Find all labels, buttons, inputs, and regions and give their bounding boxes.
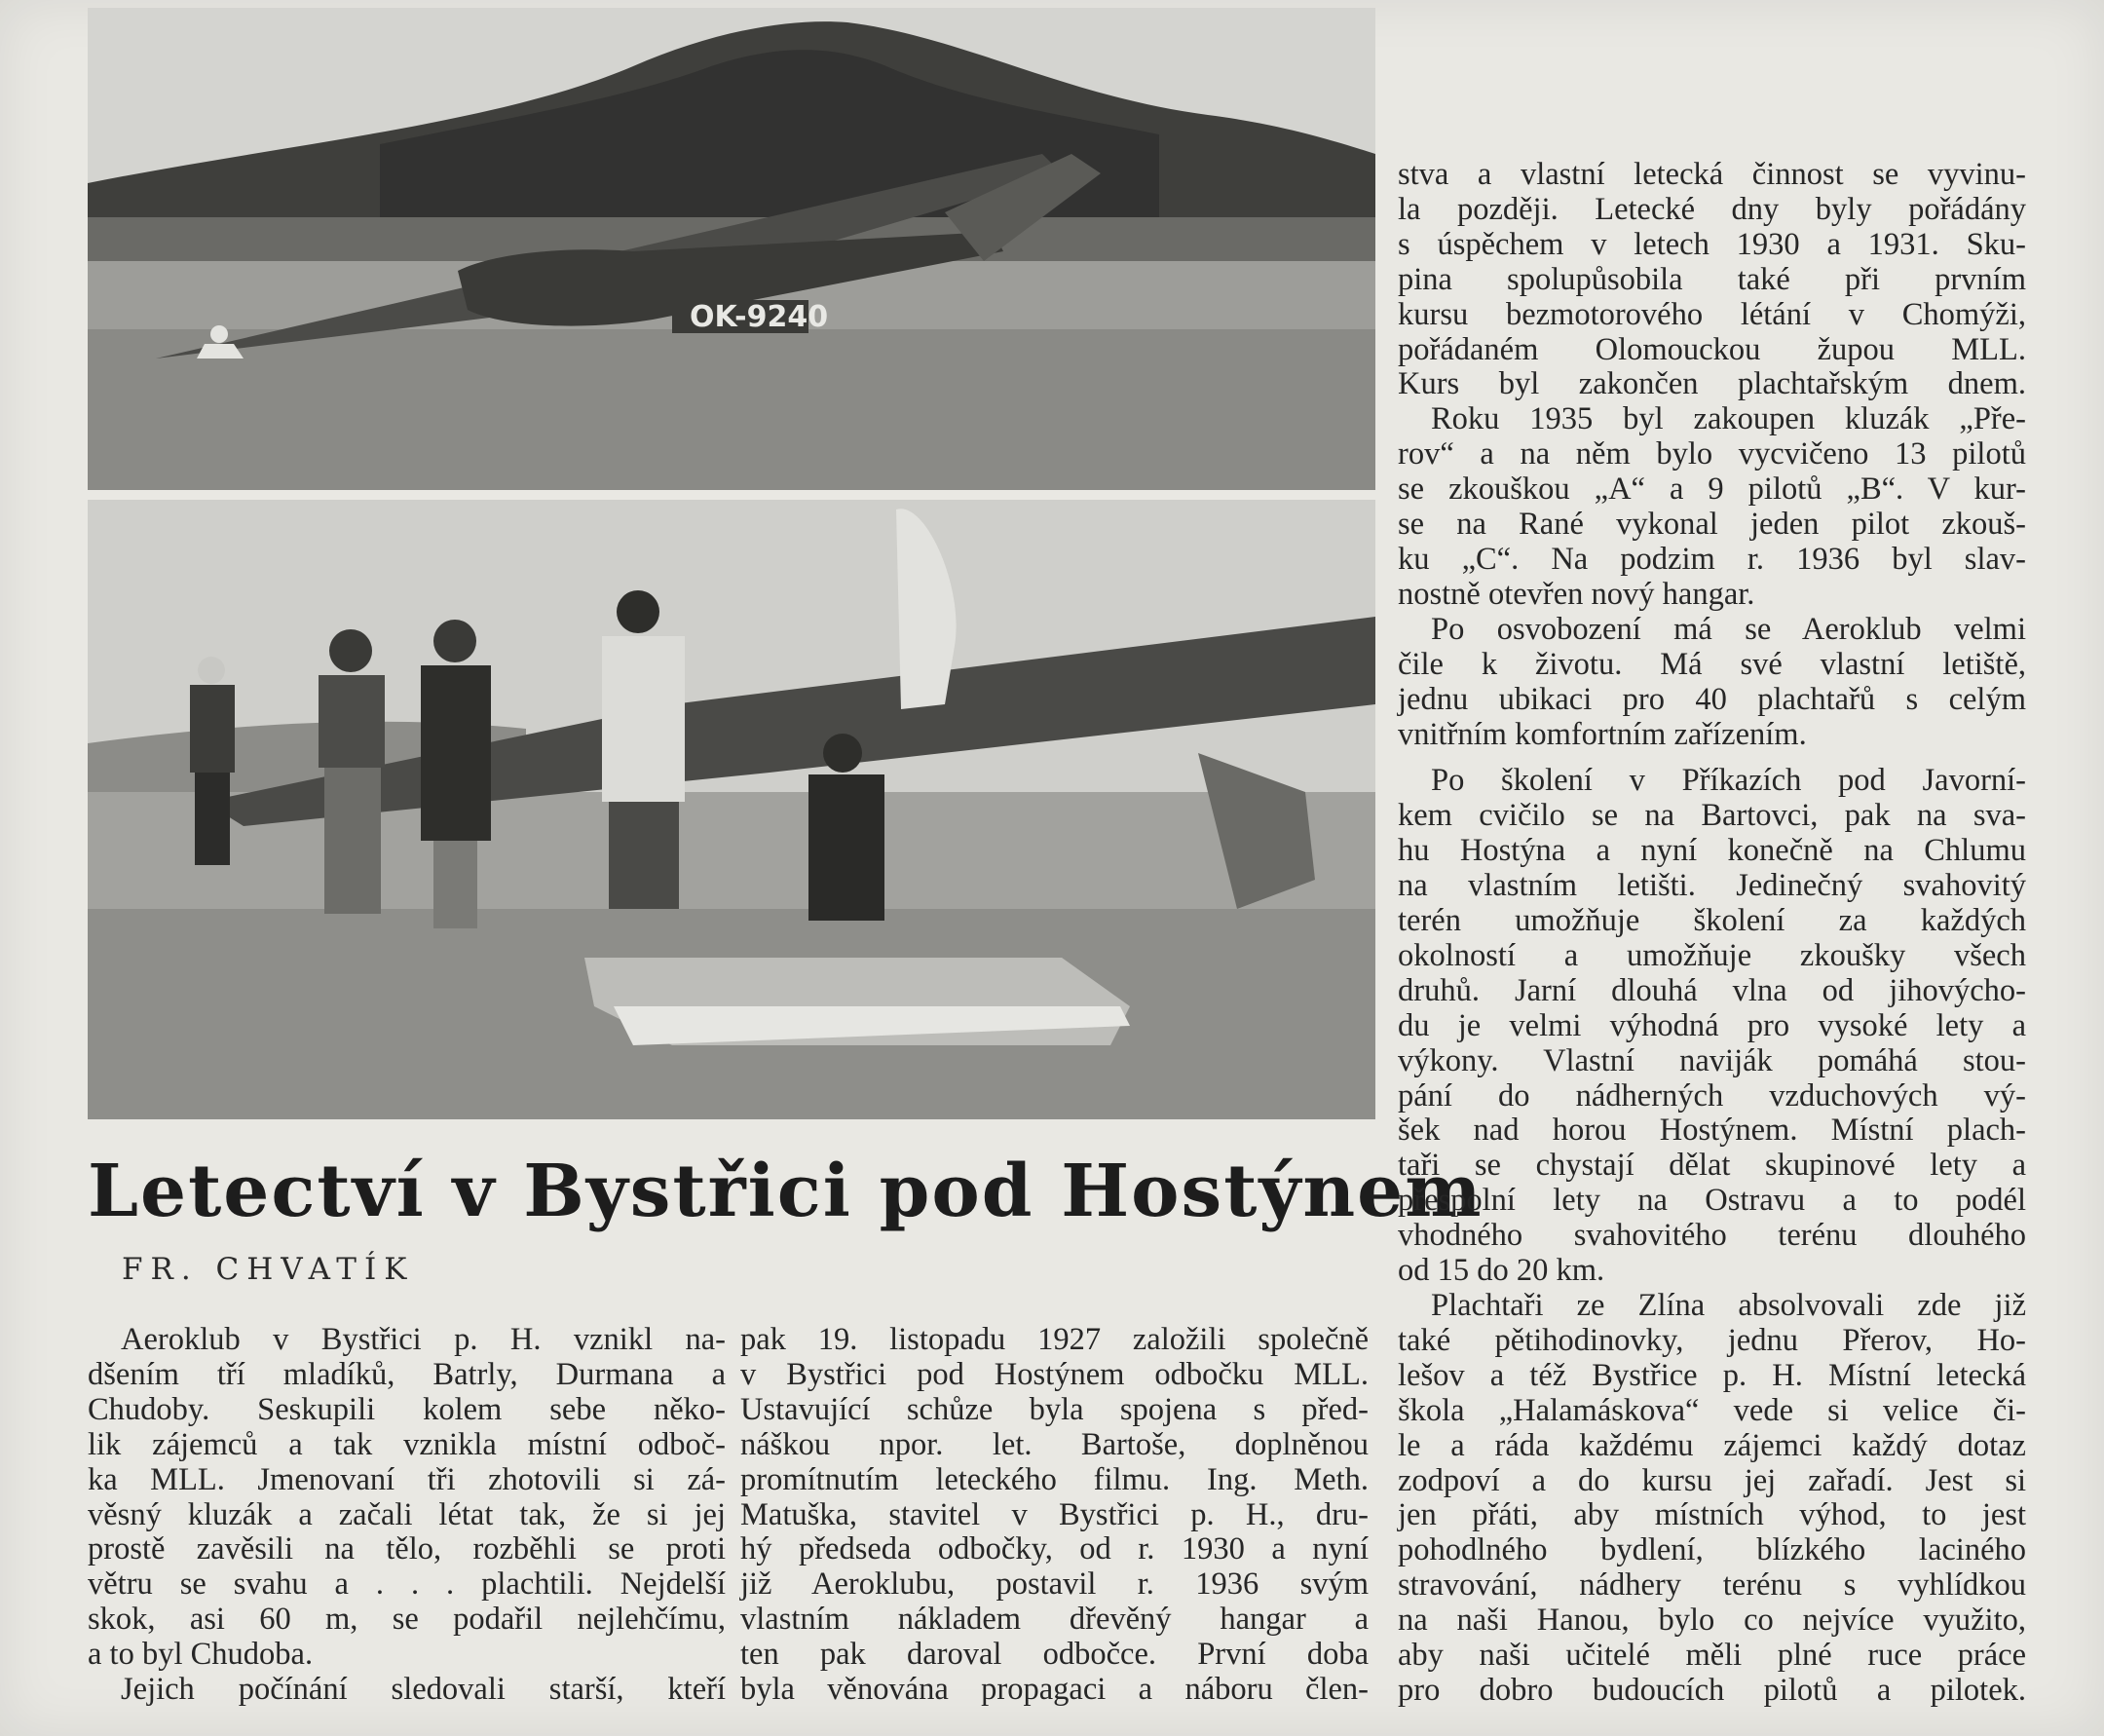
text-line: promítnutím leteckého filmu. Ing. Meth.: [740, 1461, 1369, 1497]
glider-crew-illustration: [88, 500, 1375, 1119]
text-line: lik zájemců a tak vznikla místní odboč-: [88, 1426, 726, 1462]
text-line: ku „C“. Na podzim r. 1936 byl slav-: [1398, 541, 2026, 577]
text-line: na naši Hanou, bylo co nejvíce využito,: [1398, 1603, 2026, 1639]
text-line: přespolní lety na Ostravu a to podél: [1398, 1183, 2026, 1219]
text-line: prostě zavěsili na tělo, rozběhli se proti: [88, 1531, 726, 1567]
article-title: Letectví v Bystřici pod Hostýnem: [88, 1150, 1484, 1233]
text-line: šek nad horou Hostýnem. Místní plach-: [1398, 1113, 2026, 1149]
text-line: terén umožňuje školení za každých: [1398, 903, 2026, 939]
text-line: se na Rané vykonal jeden pilot zkouš-: [1398, 507, 2026, 543]
text-line: hu Hostýna a nyní konečně na Chlumu: [1398, 833, 2026, 869]
text-line: náškou npor. let. Bartoše, doplněnou: [740, 1426, 1369, 1462]
text-line: pro dobro budoucích pilotů a pilotek.: [1398, 1672, 2026, 1708]
text-line: čile k životu. Má své vlastní letiště,: [1398, 646, 2026, 682]
text-line: le a ráda každému zájemci každý dotaz: [1398, 1427, 2026, 1463]
article-author: FR. CHVATÍK: [122, 1252, 415, 1287]
text-line: pání do nádherných vzduchových vý-: [1398, 1077, 2026, 1113]
article-column-1: [88, 1323, 726, 1708]
text-line: dšením tří mladíků, Batrly, Durmana a: [88, 1356, 726, 1392]
text-line: ka MLL. Jmenovaní tři zhotovili si zá-: [88, 1461, 726, 1497]
text-line: Po osvobození má se Aeroklub velmi: [1431, 611, 2026, 647]
text-line: aby naši učitelé měli plné ruce práce: [1398, 1638, 2026, 1674]
text-line: také pětihodinovky, jednu Přerov, Ho-: [1398, 1322, 2026, 1358]
text-line: hý předseda odbočky, od r. 1930 a nyní: [740, 1531, 1369, 1567]
text-line: vhodného svahovitého terénu dlouhého: [1398, 1218, 2026, 1254]
text-line: Ustavující schůze byla spojena s před-: [740, 1391, 1369, 1427]
text-line: pina spolupůsobila také při prvním: [1398, 261, 2026, 297]
text-line: Kurs byl zakončen plachtařským dnem.: [1398, 366, 2026, 402]
text-line: kursu bezmotorového létání v Chomýži,: [1398, 296, 2026, 332]
text-line: stva a vlastní letecká činnost se vyvinu-: [1398, 157, 2026, 192]
text-line: Matuška, stavitel v Bystřici p. H., dru-: [740, 1496, 1369, 1532]
text-line: od 15 do 20 km.: [1398, 1253, 1605, 1289]
text-line: okolností a umožňuje zkoušky všech: [1398, 937, 2026, 973]
glider-field-illustration: [88, 8, 1375, 490]
article-column-2: [740, 1323, 1369, 1708]
text-line: vlastním nákladem dřevěný hangar a: [740, 1602, 1369, 1638]
text-line: pohodlného bydlení, blízkého laciného: [1398, 1532, 2026, 1568]
text-line: větru se svahu a . . . plachtili. Nejdelší: [88, 1566, 726, 1603]
text-line: ten pak daroval odbočce. První doba: [740, 1637, 1369, 1673]
text-line: Po školení v Příkazích pod Javorní-: [1431, 763, 2026, 799]
text-line: byla věnována propagaci a náboru člen-: [740, 1672, 1369, 1708]
text-line: kem cvičilo se na Bartovci, pak na sva-: [1398, 798, 2026, 834]
text-line: výkony. Vlastní naviják pomáhá stou-: [1398, 1042, 2026, 1078]
text-line: jednu ubikaci pro 40 plachtařů s celým: [1398, 681, 2026, 717]
text-line: škola „Halamáskova“ vede si velice či-: [1398, 1392, 2026, 1428]
glider-crew-photo: [88, 500, 1375, 1119]
text-line: la později. Letecké dny byly pořádány: [1398, 191, 2026, 227]
text-line: stravování, nádhery terénu s vyhlídkou: [1398, 1567, 2026, 1604]
text-line: taři se chystají dělat skupinové lety a: [1398, 1148, 2026, 1184]
text-line: zodpoví a do kursu jej zařadí. Jest si: [1398, 1462, 2026, 1498]
text-line: du je velmi výhodná pro vysoké lety a: [1398, 1007, 2026, 1043]
text-line: s úspěchem v letech 1930 a 1931. Sku-: [1398, 226, 2026, 262]
text-line: Chudoby. Seskupili kolem sebe něko-: [88, 1391, 726, 1427]
text-line: Aeroklub v Bystřici p. H. vznikl na-: [121, 1322, 726, 1357]
text-line: a to byl Chudoba.: [88, 1637, 314, 1673]
text-line: se zkouškou „A“ a 9 pilotů „B“. V kur-: [1398, 472, 2026, 508]
text-line: na vlastním letišti. Jedinečný svahovitý: [1398, 868, 2026, 904]
glider-registration: OK-9240: [690, 300, 829, 334]
article-column-3: [1398, 158, 2026, 1709]
text-line: jen přáti, aby místních výhod, to jest: [1398, 1497, 2026, 1533]
text-line: pořádaném Olomouckou župou MLL.: [1398, 331, 2026, 367]
text-line: skok, asi 60 m, se podařil nejlehčímu,: [88, 1602, 726, 1638]
text-line: v Bystřici pod Hostýnem odbočku MLL.: [740, 1356, 1369, 1392]
text-line: Roku 1935 byl zakoupen kluzák „Pře-: [1431, 401, 2026, 437]
text-line: pak 19. listopadu 1927 založili společně: [740, 1322, 1369, 1357]
text-line: již Aeroklubu, postavil r. 1936 svým: [740, 1566, 1369, 1603]
text-line: věsný kluzák a začali létat tak, že si jej: [88, 1496, 726, 1532]
text-line: lešov a též Bystřice p. H. Místní letecká: [1398, 1357, 2026, 1393]
text-line: rov“ a na něm bylo vycvičeno 13 pilotů: [1398, 436, 2026, 472]
text-line: Plachtaři ze Zlína absolvovali zde již: [1431, 1288, 2026, 1323]
text-line: nostně otevřen nový hangar.: [1398, 576, 1755, 612]
glider-field-photo: [88, 8, 1375, 490]
text-line: vnitřním komfortním zařízením.: [1398, 716, 1807, 752]
text-line: druhů. Jarní dlouhá vlna od jihovýcho-: [1398, 972, 2026, 1008]
text-line: Jejich počínání sledovali starší, kteří: [121, 1672, 726, 1708]
